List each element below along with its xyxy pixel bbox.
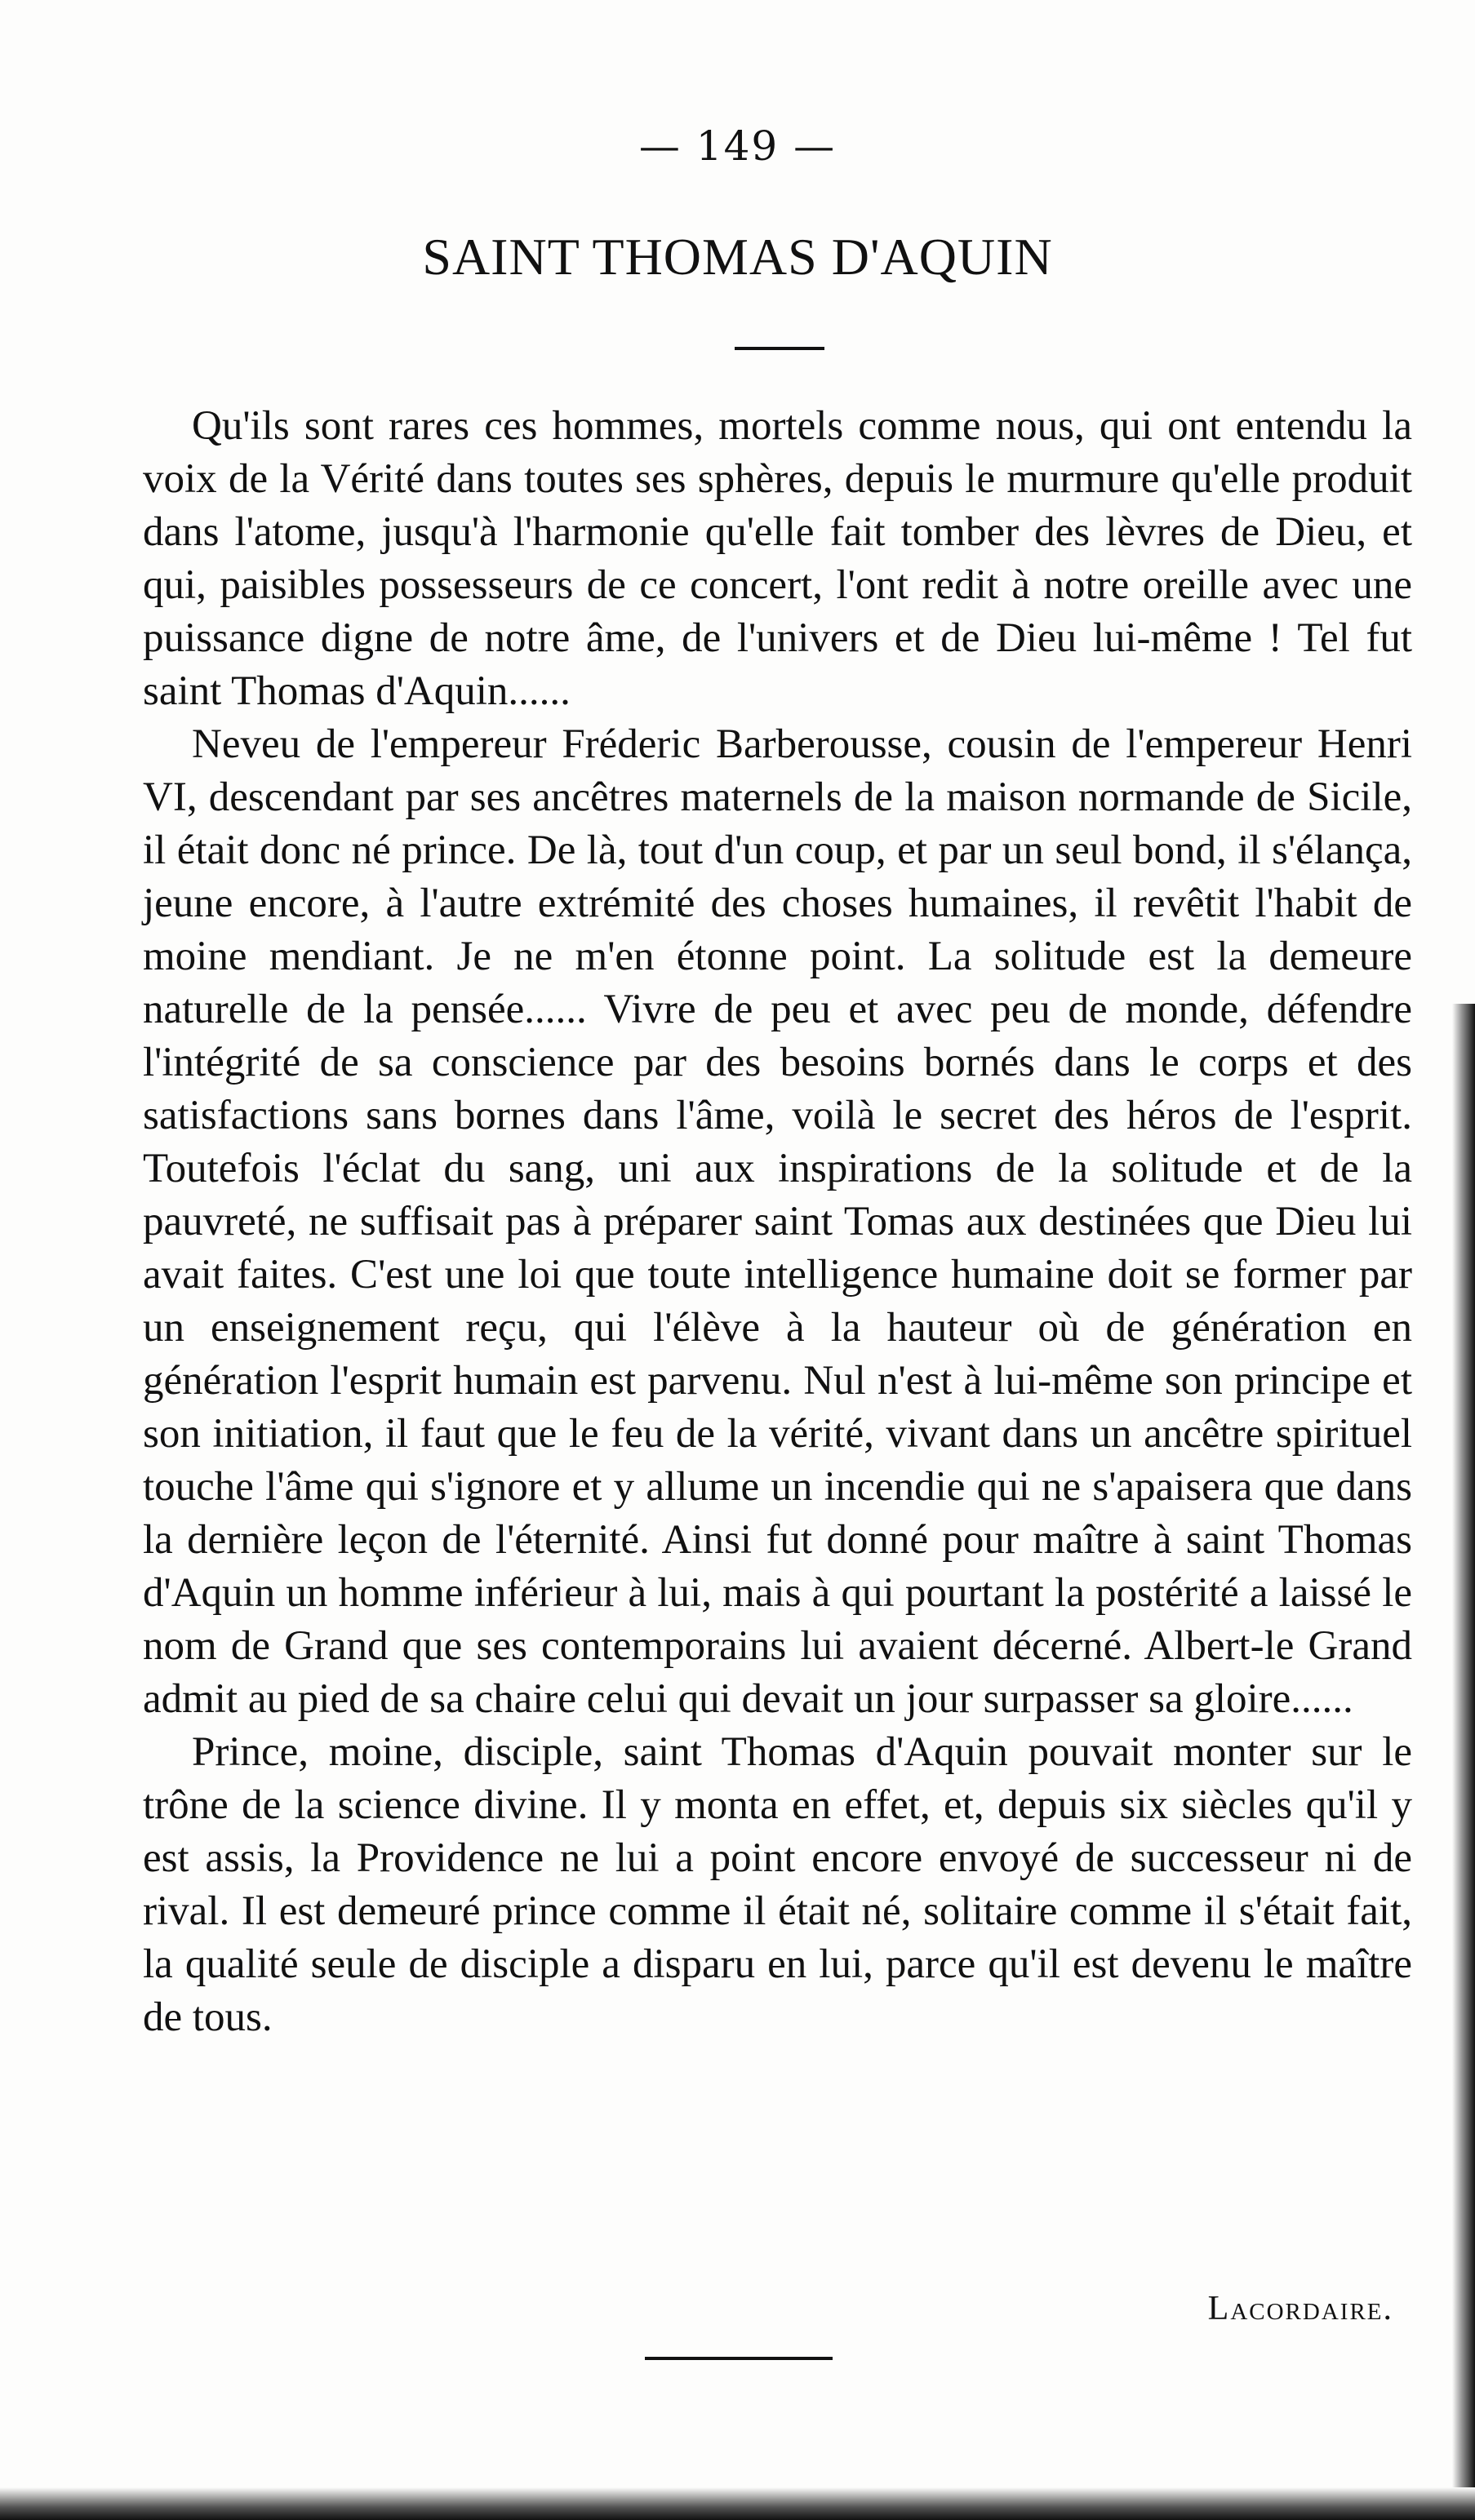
paragraph-1: Qu'ils sont rares ces hommes, mortels comme nous, qui ont entendu la voix de la Vérité dans toutes ses sphères, depuis le murmure qu'elle produit dans l'atome, jusqu'à l'harmonie qu'elle fait tomber des lèvres de Dieu, et qui, paisibles possesseurs de ce concert, l'ont redit à notre oreille avec une puissance digne de notre âme, de l'univers et de Dieu lui-même ! Tel fut saint Thomas d'Aquin......	[143, 403, 1412, 714]
closing-divider	[645, 2357, 833, 2360]
author-signature: Lacordaire.	[1207, 2290, 1393, 2327]
body-text	[143, 400, 1412, 2044]
paragraph-2: Neveu de l'empereur Fréderic Barberousse, cousin de l'empereur Henri VI, descendant par ses ancêtres maternels de la maison normande de Sicile, il était donc né prince. De là, tout d'un coup, et par un seul bond, il s'élança, jeune encore, à l'autre extrémité des choses humaines, il revêtit l'habit de moine mendiant. Je ne m'en étonne point. La solitude est la demeure naturelle de la pensée...... Vivre de peu et avec peu de monde, défendre l'intégrité de sa conscience par des besoins bornés dans le corps et des satisfactions sans bornes dans l'âme, voilà le secret des héros de l'esprit. Toutefois l'éclat du sang, uni aux inspirations de la solitude et de la pauvreté, ne suffisait pas à préparer saint Tomas aux destinées que Dieu lui avait faites. C'est une loi que toute intelligence humaine doit se former par un enseignement reçu, qui l'élève à la hauteur où de génération en génération l'esprit humain est parvenu. Nul n'est à lui-même son principe et son initiation, il faut que le feu de la vérité, vivant dans un ancêtre spirituel touche l'âme qui s'ignore et y allume un incendie qui ne s'apaisera que dans la dernière leçon de l'éternité. Ainsi fut donné pour maître à saint Thomas d'Aquin un homme inférieur à lui, mais à qui pourtant la postérité a laissé le nom de Grand que ses contemporains lui avaient décerné. Albert-le Grand admit au pied de sa chaire celui qui devait un jour surpasser sa gloire......	[143, 721, 1412, 1722]
page-bottom-shadow	[0, 2487, 1475, 2520]
paragraph-3: Prince, moine, disciple, saint Thomas d'Aquin pouvait monter sur le trône de la science divine. Il y monta en effet, et, depuis six siècles qu'il y est assis, la Providence ne lui a point encore envoyé de successeur ni de rival. Il est demeuré prince comme il était né, solitaire comme il s'était fait, la qualité seule de disciple a disparu en lui, parce qu'il est devenu le maître de tous.	[143, 1729, 1412, 2040]
page-title: SAINT THOMAS D'AQUIN	[422, 228, 1053, 286]
page-edge-shadow	[1452, 1004, 1475, 2520]
page-number: — 149 —	[638, 122, 837, 170]
title-divider	[735, 347, 824, 350]
